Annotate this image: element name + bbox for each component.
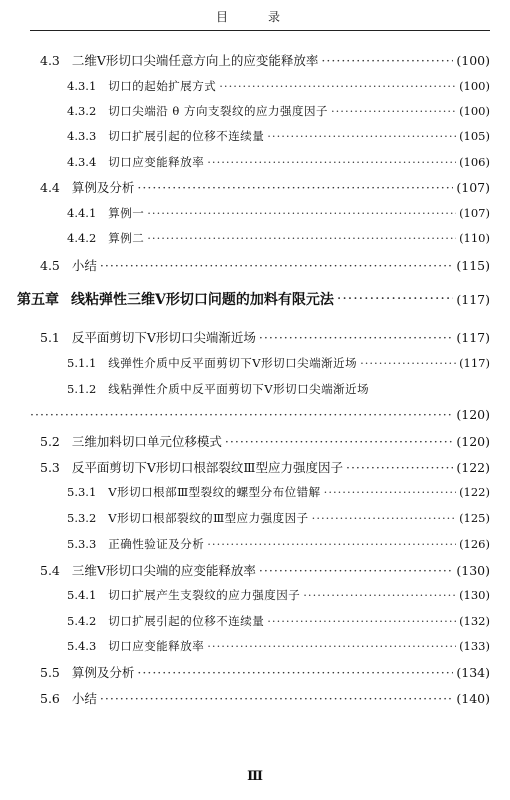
toc-page-number: (134) [456, 664, 490, 680]
toc-dot-leader [137, 665, 453, 680]
toc-dot-leader [267, 614, 456, 628]
toc-section-title: 切口应变能释放率 [108, 155, 205, 169]
toc-dot-leader [207, 639, 456, 653]
toc-dot-leader [312, 511, 456, 525]
toc-page-number: (130) [456, 562, 490, 578]
toc-entry [0, 584, 510, 606]
toc-section-title: 切口扩展产生支裂纹的应力强度因子 [108, 588, 301, 602]
toc-chapter-entry [0, 288, 510, 310]
toc-page-number: (107) [456, 179, 490, 195]
toc-page-number: (110) [459, 231, 490, 245]
toc-dot-leader [147, 231, 456, 245]
page-header: 目 录 [215, 10, 294, 24]
toc-entry [0, 533, 510, 555]
toc-dot-leader [137, 180, 453, 195]
toc-dot-leader [331, 104, 456, 118]
toc-section-title: 三维加料切口单元位移模式 [71, 434, 222, 449]
toc-section-number: 5.6 [40, 690, 60, 706]
toc-dot-leader [337, 291, 454, 307]
toc-section-number: 5.4.1 [67, 588, 97, 602]
toc-section-number: 5.5 [40, 664, 60, 680]
toc-section-title: 二维V形切口尖端任意方向上的应变能释放率 [71, 53, 319, 68]
toc-entry [0, 661, 510, 683]
toc-dot-leader [259, 563, 453, 578]
toc-entry [0, 687, 510, 709]
toc-section-number: 5.4.3 [67, 639, 97, 653]
toc-dot-leader [219, 79, 456, 93]
toc-entry [0, 352, 510, 374]
toc-page-number: (130) [459, 588, 490, 602]
toc-section-number: 4.3 [40, 52, 60, 68]
toc-page-number: (125) [459, 511, 490, 525]
toc-section-title: V形切口根部裂纹的Ⅲ型应力强度因子 [108, 511, 309, 525]
toc-dot-leader [147, 206, 456, 220]
toc-dot-leader [346, 460, 453, 475]
toc-dot-leader [207, 155, 456, 169]
toc-entry [0, 507, 510, 529]
toc-entry [0, 430, 510, 452]
toc-dot-leader [267, 129, 456, 143]
toc-section-number: 5.1.1 [67, 356, 97, 370]
toc-section-number: 4.5 [40, 257, 60, 273]
toc-entry [0, 635, 510, 657]
toc-entry [0, 326, 510, 348]
toc-page-number: (122) [456, 459, 490, 475]
toc-section-number: 5.3.1 [67, 485, 97, 499]
toc-entry [0, 403, 510, 425]
toc-page-number: (120) [456, 433, 490, 449]
toc-page-number: (100) [456, 52, 490, 68]
toc-section-title: 切口扩展引起的位移不连续量 [108, 129, 265, 143]
toc-section-title: 算例一 [108, 206, 145, 220]
toc-page-number: (100) [459, 79, 490, 93]
toc-dot-leader [303, 588, 456, 602]
toc-entry [0, 227, 510, 249]
toc-section-number: 4.4.1 [67, 206, 97, 220]
toc-page-number: (120) [456, 406, 490, 422]
page-number: Ⅲ [247, 769, 263, 784]
toc-page-number: (133) [459, 639, 490, 653]
toc-entry [0, 49, 510, 71]
toc-entry [0, 559, 510, 581]
toc-entry [0, 378, 510, 400]
toc-entry [0, 202, 510, 224]
toc-entry [0, 481, 510, 503]
toc-section-title: 反平面剪切下V形切口根部裂纹Ⅲ型应力强度因子 [71, 460, 343, 475]
toc-section-title: 切口扩展引起的位移不连续量 [108, 614, 265, 628]
toc-section-number: 4.3.1 [67, 79, 97, 93]
toc-section-title: 三维V形切口尖端的应变能释放率 [71, 563, 256, 578]
toc-section-number: 5.3.2 [67, 511, 97, 525]
toc-section-number: 5.3.3 [67, 537, 97, 551]
toc-section-number: 5.3 [40, 459, 60, 475]
toc-entry [0, 456, 510, 478]
toc-section-title: 算例及分析 [71, 180, 135, 195]
toc-section-number: 5.1.2 [67, 382, 97, 396]
toc-dot-leader [30, 407, 453, 422]
toc-section-number: 4.3.4 [67, 155, 97, 169]
toc-page-number: (117) [456, 291, 490, 307]
toc-entry [0, 176, 510, 198]
toc-dot-leader [100, 691, 453, 706]
header-rule [30, 30, 490, 31]
toc-section-number: 5.2 [40, 433, 60, 449]
toc-section-title: 算例及分析 [71, 665, 135, 680]
toc-section-number: 5.4.2 [67, 614, 97, 628]
toc-page-number: (105) [459, 129, 490, 143]
toc-page-number: (107) [459, 206, 490, 220]
toc-dot-leader [360, 356, 456, 370]
toc-section-title: 线粘弹性介质中反平面剪切下V形切口尖端渐近场 [108, 382, 370, 396]
toc-section-title: 切口尖端沿 θ 方向支裂纹的应力强度因子 [108, 104, 328, 118]
toc-section-title: 小结 [71, 258, 97, 273]
toc-section-title: 切口的起始扩展方式 [108, 79, 217, 93]
toc-page-number: (122) [459, 485, 490, 499]
toc-section-number: 第五章 [17, 292, 59, 308]
toc-page-number: (132) [459, 614, 490, 628]
toc-section-title: 算例二 [108, 231, 145, 245]
toc-entry [0, 610, 510, 632]
toc-entry [0, 254, 510, 276]
toc-entry [0, 100, 510, 122]
toc-entry [0, 125, 510, 147]
toc-section-title: 切口应变能释放率 [108, 639, 205, 653]
toc-section-number: 4.4.2 [67, 231, 97, 245]
toc-page-number: (106) [459, 155, 490, 169]
toc-section-title: 正确性验证及分析 [108, 537, 205, 551]
toc-entry [0, 151, 510, 173]
toc-section-title: 小结 [71, 691, 97, 706]
toc-page-number: (115) [456, 257, 490, 273]
toc-dot-leader [324, 485, 456, 499]
toc-section-number: 4.4 [40, 179, 60, 195]
toc-dot-leader [321, 53, 453, 68]
toc-section-number: 5.4 [40, 562, 60, 578]
toc-dot-leader [225, 434, 453, 449]
toc-section-title: V形切口根部Ⅲ型裂纹的螺型分布位错解 [108, 485, 321, 499]
toc-section-title: 线粘弹性三维V形切口问题的加料有限元法 [71, 292, 334, 308]
toc-section-title: 线弹性介质中反平面剪切下V形切口尖端渐近场 [108, 356, 358, 370]
toc-page-number: (100) [459, 104, 490, 118]
toc-dot-leader [100, 258, 453, 273]
toc-entry [0, 75, 510, 97]
toc-dot-leader [259, 330, 453, 345]
toc-page-number: (117) [456, 329, 490, 345]
toc-dot-leader [207, 537, 456, 551]
toc-page-number: (126) [459, 537, 490, 551]
toc-page-number: (117) [459, 356, 490, 370]
toc-section-number: 5.1 [40, 329, 60, 345]
toc-page-number: (140) [456, 690, 490, 706]
toc-section-number: 4.3.3 [67, 129, 97, 143]
toc-section-number: 4.3.2 [67, 104, 97, 118]
toc-section-title: 反平面剪切下V形切口尖端渐近场 [71, 330, 256, 345]
